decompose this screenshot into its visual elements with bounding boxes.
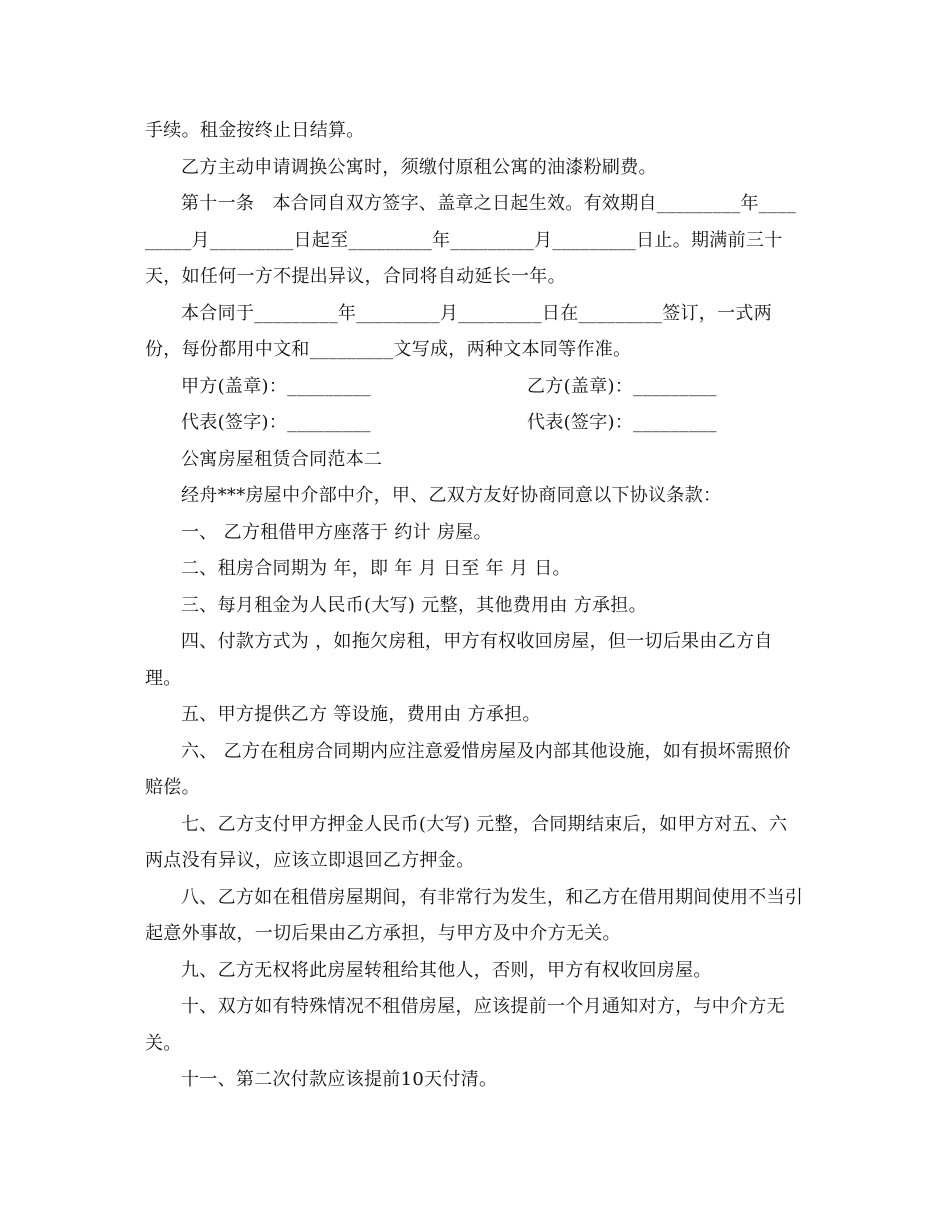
section-title-template-two: 公寓房屋租赁合同范本二 xyxy=(181,448,383,470)
document-body xyxy=(145,113,805,1099)
clause-5: 五、甲方提供乙方 等设施，费用由 方承担。 xyxy=(181,704,541,725)
paragraph-signing-copies: 本合同于_________年_________月_________日在_________签订，一式两份，每份都用中文和_________文写成，两种文本同等作准。 xyxy=(145,302,772,360)
clause-1: 一、 乙方租借甲方座落于 约计 房屋。 xyxy=(181,521,492,543)
party-a-seal-field: 甲方(盖章)：_________ xyxy=(181,375,371,397)
clause-3: 三、每月租金为人民币(大写) 元整，其他费用由 方承担。 xyxy=(181,594,647,616)
party-a-representative-field: 代表(签字)：_________ xyxy=(181,412,371,433)
clause-9: 九、乙方无权将此房屋转租给其他人，否则，甲方有权收回房屋。 xyxy=(181,959,712,981)
party-b-representative-field: 代表(签字)：_________ xyxy=(527,412,717,433)
paragraph-article-eleven: 第十一条 本合同自双方签字、盖章之日起生效。有效期自_________年_________月_________日起至_________年_________月_________日止。期满前三十天，如任何一方不提出异议，合同将自动延长一年。 xyxy=(145,193,796,287)
signature-row-seal xyxy=(145,369,805,406)
paragraph-agency-intro: 经舟***房屋中介部中介，甲、乙双方友好协商同意以下协议条款： xyxy=(181,485,722,506)
paragraph-settlement: 手续。租金按终止日结算。 xyxy=(145,120,365,141)
clause-2: 二、租房合同期为 年，即 年 月 日至 年 月 日。 xyxy=(181,558,571,579)
clause-6: 六、 乙方在租房合同期内应注意爱惜房屋及内部其他设施，如有损坏需照价赔偿。 xyxy=(145,740,791,798)
party-b-seal-field: 乙方(盖章)：_________ xyxy=(527,375,717,397)
clause-7: 七、乙方支付甲方押金人民币(大写) 元整，合同期结束后，如甲方对五、六两点没有异议，应该立即退回乙方押金。 xyxy=(145,813,788,871)
clause-10: 十、双方如有特殊情况不租借房屋，应该提前一个月通知对方，与中介方无关。 xyxy=(145,996,785,1054)
clause-8: 八、乙方如在租借房屋期间，有非常行为发生，和乙方在借用期间使用不当引起意外事故，一切后果由乙方承担，与甲方及中介方无关。 xyxy=(145,886,804,944)
clause-11: 十一、第二次付款应该提前10天付清。 xyxy=(181,1069,498,1090)
paragraph-repaint-fee: 乙方主动申请调换公寓时，须缴付原租公寓的油漆粉刷费。 xyxy=(181,156,657,178)
signature-row-representative xyxy=(145,405,805,442)
clause-4: 四、付款方式为 ，如拖欠房租，甲方有权收回房屋，但一切后果由乙方自理。 xyxy=(145,631,773,689)
